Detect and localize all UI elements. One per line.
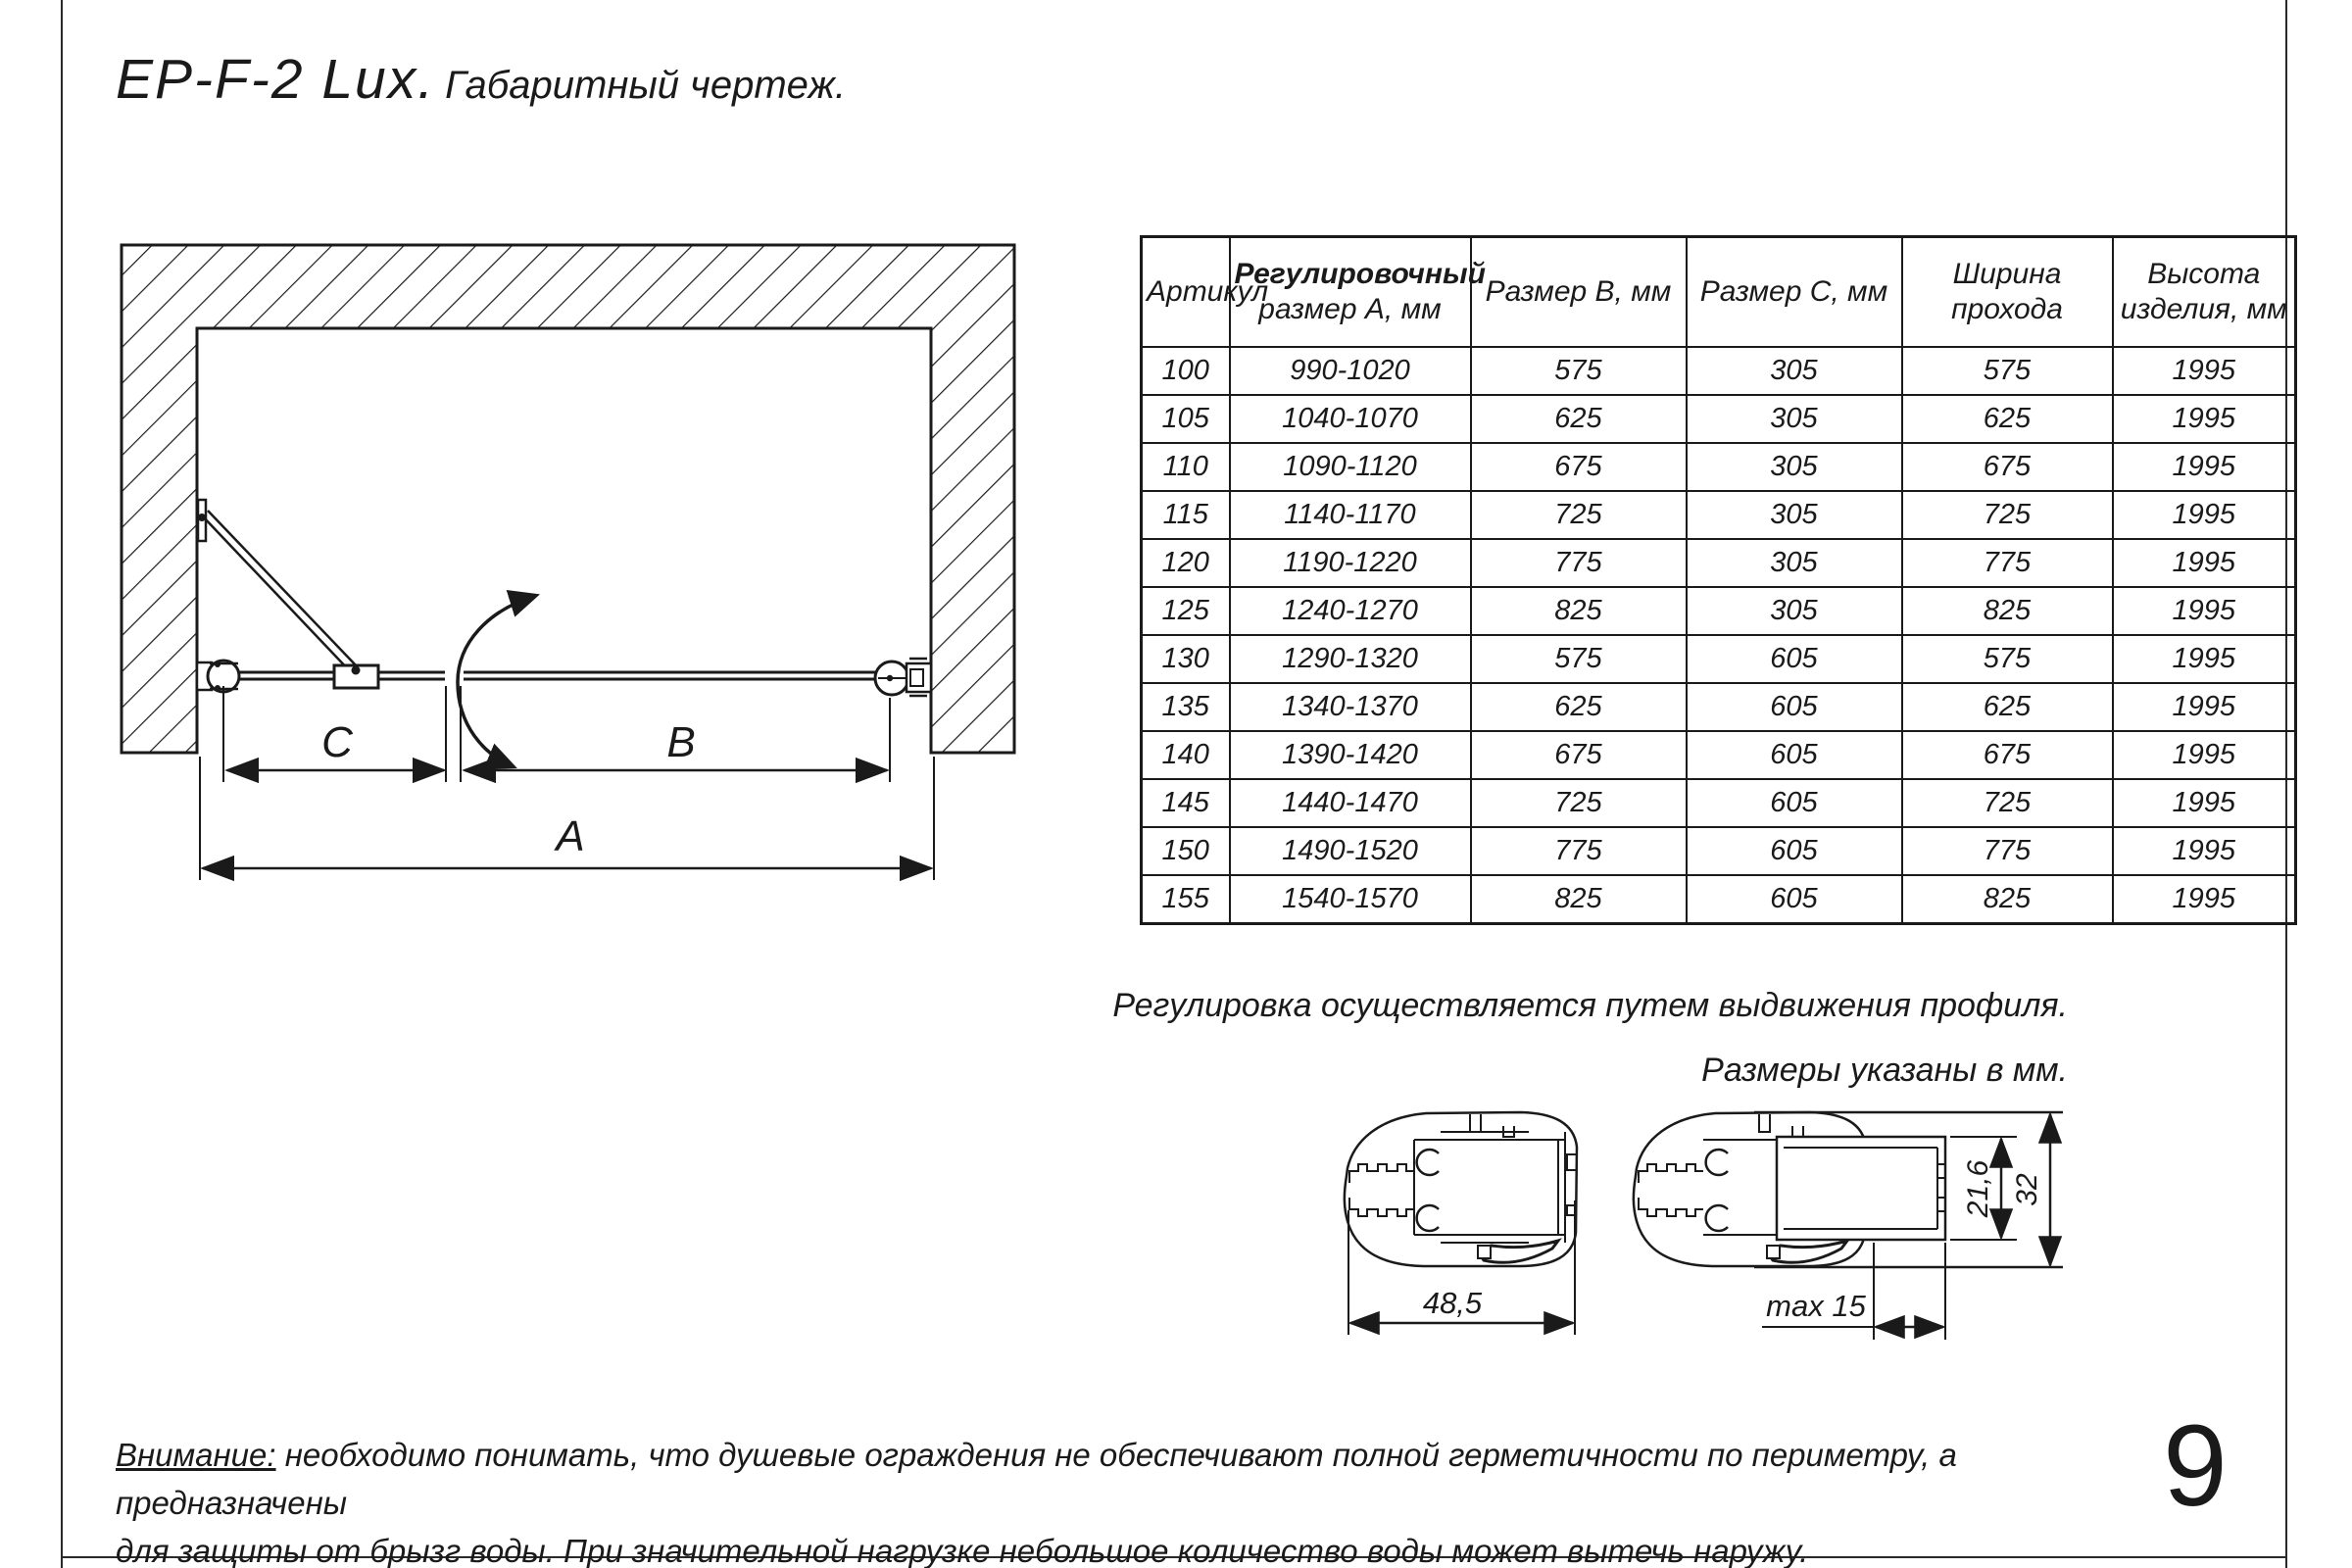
cell-height: 1995 [2113, 539, 2296, 587]
dim-c [227, 718, 444, 770]
cell-article: 110 [1142, 443, 1230, 491]
cell-pass-width: 825 [1902, 587, 2113, 635]
table-row [1142, 827, 2296, 875]
cell-article: 155 [1142, 875, 1230, 924]
cell-height: 1995 [2113, 731, 2296, 779]
cell-size-a: 1090-1120 [1230, 443, 1471, 491]
cell-pass-width: 775 [1902, 827, 2113, 875]
col-header-size-a-line2: размер А, мм [1258, 293, 1442, 325]
cell-article: 100 [1142, 347, 1230, 395]
dim-max-15-label: max 15 [1766, 1289, 1866, 1323]
table-row [1142, 443, 2296, 491]
product-model: EP-F-2 Lux. [116, 48, 436, 111]
page-title [116, 47, 846, 112]
cell-size-b: 725 [1471, 779, 1687, 827]
cell-height: 1995 [2113, 779, 2296, 827]
cell-size-a: 1040-1070 [1230, 395, 1471, 443]
warning-line-1-rest: необходимо понимать, что душевые ограждения не обеспечивают полной герметичности по периметру, а предназначены [116, 1437, 1957, 1521]
door-panel-glass [464, 672, 876, 679]
cell-article: 115 [1142, 491, 1230, 539]
cell-article: 105 [1142, 395, 1230, 443]
cell-size-c: 305 [1687, 395, 1902, 443]
profile-cross-sections [1313, 1073, 2097, 1377]
cell-size-b: 775 [1471, 827, 1687, 875]
col-header-size-b: Размер В, мм [1471, 237, 1687, 348]
cell-article: 135 [1142, 683, 1230, 731]
cell-height: 1995 [2113, 587, 2296, 635]
cell-height: 1995 [2113, 395, 2296, 443]
door-swing-arc [458, 596, 535, 766]
warning-label: Внимание: [116, 1437, 276, 1473]
cell-height: 1995 [2113, 683, 2296, 731]
note-line-2: Размеры указаны в мм. [1701, 1052, 2068, 1089]
cell-size-b: 625 [1471, 683, 1687, 731]
cell-size-b: 825 [1471, 587, 1687, 635]
table-row [1142, 587, 2296, 635]
warning-text [116, 1431, 2066, 1568]
cell-size-a: 990-1020 [1230, 347, 1471, 395]
dim-a [203, 812, 931, 868]
table-row [1142, 635, 2296, 683]
col-header-size-c: Размер С, мм [1687, 237, 1902, 348]
cell-size-b: 775 [1471, 539, 1687, 587]
table-header-row [1142, 237, 2296, 348]
cell-article: 125 [1142, 587, 1230, 635]
dim-a-label: A [556, 812, 585, 860]
cell-height: 1995 [2113, 491, 2296, 539]
cell-size-c: 605 [1687, 779, 1902, 827]
cell-article: 130 [1142, 635, 1230, 683]
cell-height: 1995 [2113, 875, 2296, 924]
table-row [1142, 395, 2296, 443]
cell-size-b: 725 [1471, 491, 1687, 539]
cell-size-a: 1140-1170 [1230, 491, 1471, 539]
cell-pass-width: 825 [1902, 875, 2113, 924]
warning-line-2: для защиты от брызг воды. При значительной нагрузке небольшое количество воды может вытечь наружу. [116, 1533, 1809, 1568]
table-row [1142, 683, 2296, 731]
cell-size-c: 605 [1687, 827, 1902, 875]
col-header-size-a [1230, 237, 1486, 348]
page-subtitle: Габаритный чертеж. [445, 64, 847, 107]
cell-size-a: 1490-1520 [1230, 827, 1471, 875]
dim-c-label: C [321, 718, 353, 766]
cell-size-a: 1340-1370 [1230, 683, 1471, 731]
cell-pass-width: 725 [1902, 779, 2113, 827]
table-row [1142, 347, 2296, 395]
cell-size-a: 1290-1320 [1230, 635, 1471, 683]
frame-left-rule [61, 0, 63, 1568]
cell-pass-width: 575 [1902, 635, 2113, 683]
col-header-article: Артикул [1142, 237, 1230, 348]
cell-size-b: 575 [1471, 635, 1687, 683]
cell-pass-width: 575 [1902, 347, 2113, 395]
cell-size-c: 305 [1687, 587, 1902, 635]
table-row [1142, 731, 2296, 779]
cell-size-c: 605 [1687, 635, 1902, 683]
cell-article: 145 [1142, 779, 1230, 827]
dim-32-label: 32 [2011, 1173, 2043, 1206]
cell-size-c: 305 [1687, 491, 1902, 539]
cell-height: 1995 [2113, 443, 2296, 491]
dim-b [465, 718, 887, 770]
cell-size-b: 575 [1471, 347, 1687, 395]
cell-height: 1995 [2113, 347, 2296, 395]
table-row [1142, 539, 2296, 587]
right-wall-profile [875, 659, 931, 696]
cell-pass-width: 625 [1902, 395, 2113, 443]
dim-48-5-label: 48,5 [1422, 1286, 1483, 1320]
cell-pass-width: 775 [1902, 539, 2113, 587]
col-header-height: Высота изделия, мм [2113, 237, 2296, 348]
cell-pass-width: 725 [1902, 491, 2113, 539]
page-number: 9 [2163, 1401, 2228, 1531]
dimensions-table [1140, 235, 2297, 925]
dimensional-drawing [78, 137, 1068, 1000]
col-header-size-a-line1: Регулировочный [1234, 258, 1486, 290]
cell-article: 120 [1142, 539, 1230, 587]
table-row [1142, 779, 2296, 827]
cell-height: 1995 [2113, 827, 2296, 875]
cell-height: 1995 [2113, 635, 2296, 683]
cell-pass-width: 675 [1902, 443, 2113, 491]
cell-article: 150 [1142, 827, 1230, 875]
cell-size-a: 1540-1570 [1230, 875, 1471, 924]
warning-line-1 [116, 1431, 2066, 1527]
cell-size-a: 1240-1270 [1230, 587, 1471, 635]
cell-pass-width: 675 [1902, 731, 2113, 779]
dim-b-label: B [666, 718, 696, 766]
cell-size-c: 305 [1687, 539, 1902, 587]
left-wall-profile [197, 661, 239, 692]
cell-size-a: 1440-1470 [1230, 779, 1471, 827]
cell-size-c: 605 [1687, 683, 1902, 731]
cell-article: 140 [1142, 731, 1230, 779]
cell-size-b: 675 [1471, 731, 1687, 779]
cell-size-c: 605 [1687, 875, 1902, 924]
cell-size-c: 305 [1687, 347, 1902, 395]
cell-size-b: 625 [1471, 395, 1687, 443]
cell-size-b: 825 [1471, 875, 1687, 924]
cell-size-a: 1390-1420 [1230, 731, 1471, 779]
cell-size-c: 605 [1687, 731, 1902, 779]
dim-21-6-label: 21,6 [1962, 1159, 1994, 1218]
table-row [1142, 491, 2296, 539]
cell-size-b: 675 [1471, 443, 1687, 491]
note-line-1: Регулировка осуществляется путем выдвижения профиля. [1112, 987, 2068, 1024]
table-row [1142, 875, 2296, 924]
cell-size-a: 1190-1220 [1230, 539, 1471, 587]
col-header-pass-width: Ширина прохода [1902, 237, 2113, 348]
cell-pass-width: 625 [1902, 683, 2113, 731]
cell-size-c: 305 [1687, 443, 1902, 491]
